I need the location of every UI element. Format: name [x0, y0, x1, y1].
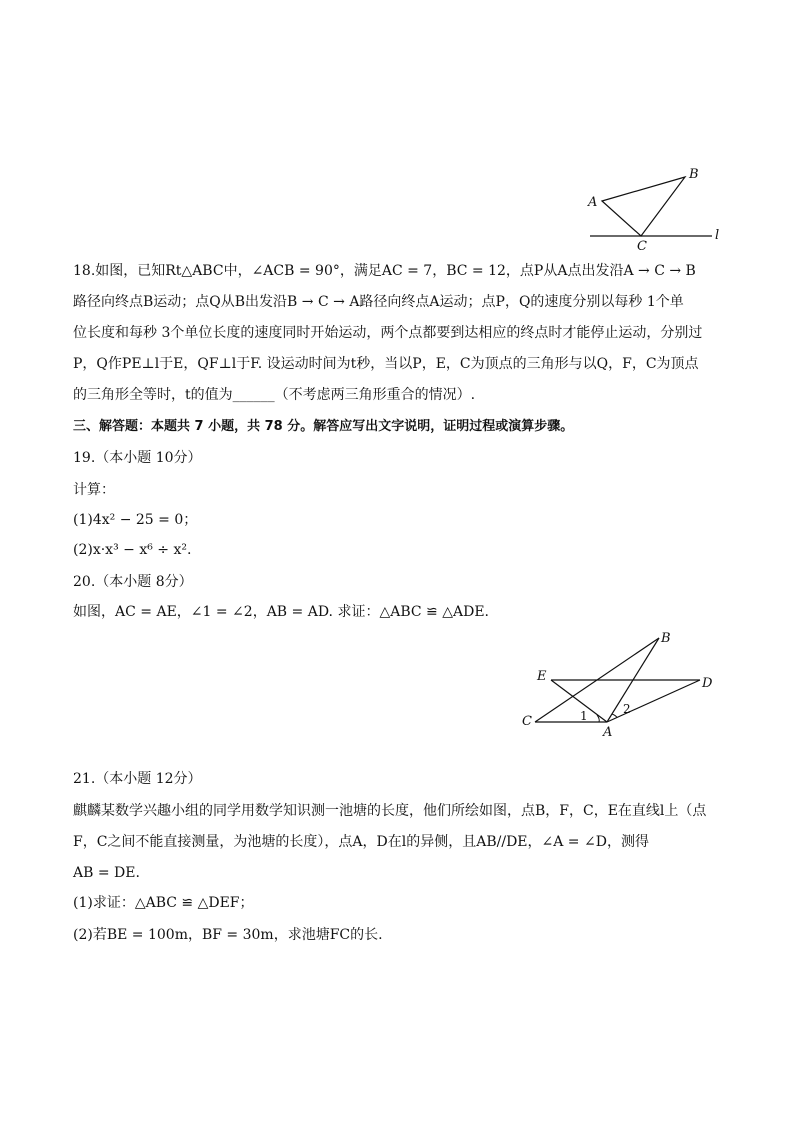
triangle-abc: [602, 177, 685, 236]
q19-part-1: (1)4x² − 25 = 0；: [73, 512, 198, 528]
label-d: D: [702, 676, 713, 691]
segment-ad: [607, 680, 700, 722]
label-l: l: [715, 228, 720, 243]
q18-line-5: 的三角形全等时，t的值为______（不考虑两三角形重合的情况）.: [73, 387, 476, 403]
label-a: A: [603, 725, 613, 740]
section-3-header: 三、解答题：本题共 7 小题，共 78 分。解答应写出文字说明，证明过程或演算步骤。: [73, 419, 574, 434]
q21-line-3: AB = DE.: [73, 865, 140, 881]
q18-line-2: 路径向终点B运动；点Q从B出发沿B → C → A路径向终点A运动；点P，Q的速度分别以每秒 1个单: [73, 294, 684, 310]
label-a: A: [588, 195, 598, 210]
q18-line-3: 位长度和每秒 3个单位长度的速度同时开始运动，两个点都要到达相应的终点时才能停止运动，分别过: [73, 325, 703, 341]
label-c: C: [637, 239, 647, 254]
q20-header: 20.（本小题 8分）: [73, 574, 193, 590]
q21-part-2: (2)若BE = 100m，BF = 30m，求池塘FC的长.: [73, 927, 383, 943]
label-angle-1: 1: [580, 709, 588, 723]
q18-line-4: P，Q作PE⊥l于E，QF⊥l于F. 设运动时间为t秒，当以P，E，C为顶点的三角形与以Q，F，C为顶点: [73, 356, 699, 372]
label-c: C: [522, 714, 532, 729]
label-b: B: [661, 631, 671, 646]
q21-line-1: 麒麟某数学兴趣小组的同学用数学知识测一池塘的长度，他们所绘如图，点B，F，C，E在直线l上（点: [73, 803, 707, 819]
label-angle-2: 2: [623, 702, 631, 716]
q21-header: 21.（本小题 12分）: [73, 771, 202, 787]
q19-intro: 计算：: [73, 482, 115, 498]
figure-abcde: [515, 628, 720, 740]
figure-triangle-abc-line-l: [580, 160, 730, 255]
q21-line-2: F，C之间不能直接测量，为池塘的长度），点A，D在l的异侧，且AB//DE，∠A = ∠D，测得: [73, 834, 649, 850]
q18-line-1: 18.如图，已知Rt△ABC中，∠ACB = 90°，满足AC = 7，BC = 12，点P从A点出发沿A → C → B: [73, 263, 696, 279]
q19-header: 19.（本小题 10分）: [73, 450, 202, 466]
label-e: E: [537, 669, 547, 684]
q21-part-1: (1)求证：△ABC ≌ △DEF；: [73, 895, 254, 911]
label-b: B: [689, 167, 699, 182]
q19-part-2: (2)x·x³ − x⁶ ÷ x².: [73, 542, 192, 558]
segment-ea: [551, 680, 607, 722]
q20-text: 如图，AC = AE，∠1 = ∠2，AB = AD. 求证：△ABC ≌ △ADE.: [73, 604, 489, 620]
